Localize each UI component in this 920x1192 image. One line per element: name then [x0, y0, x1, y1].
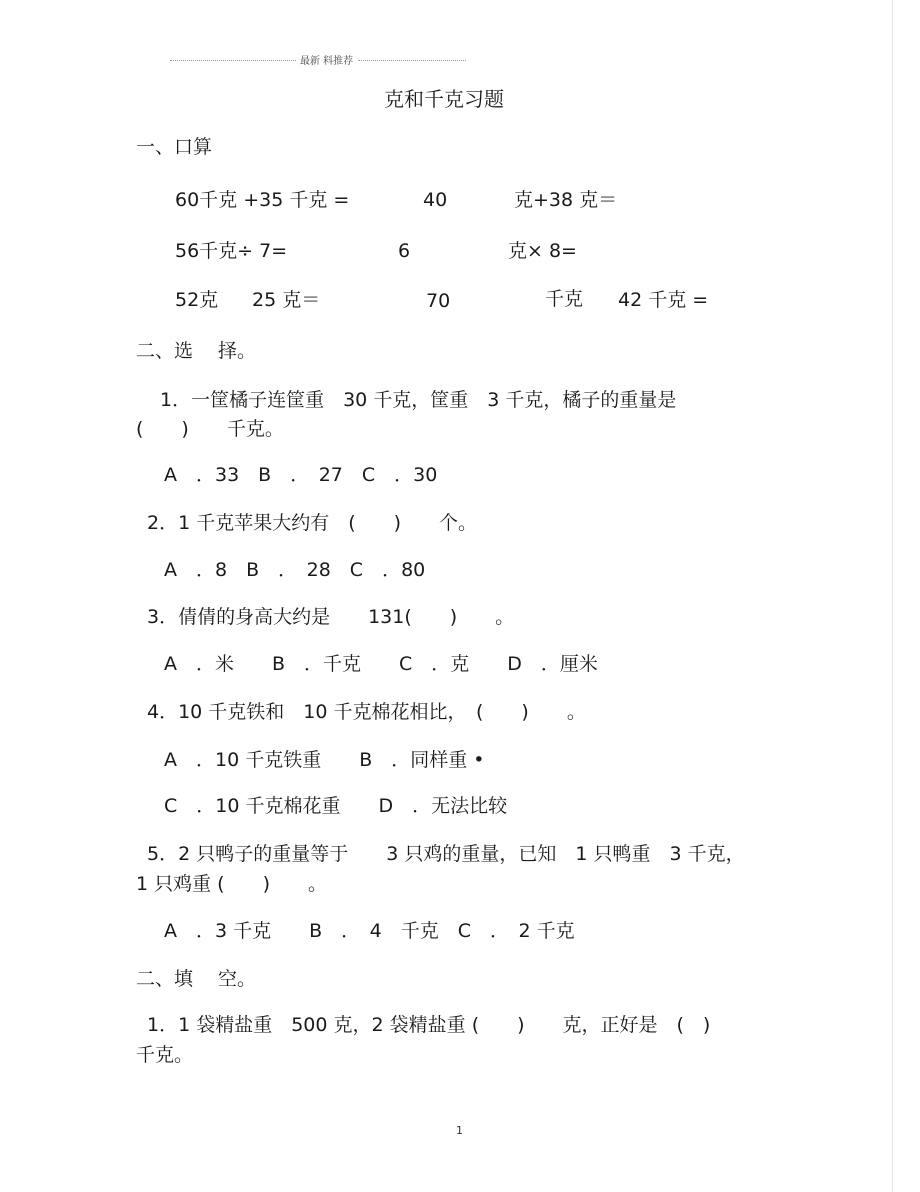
q5-options: A ．3 千克 B ． 4 千克 C ． 2 千克 [164, 920, 575, 942]
calc-r1-b: 40 [423, 189, 448, 211]
q3-text: 3．倩倩的身高大约是 131( ) 。 [147, 606, 515, 628]
calc-r3-b: 25 克＝ [252, 289, 321, 311]
q3-options: A ．米 B ．千克 C ．克 D ．厘米 [164, 653, 598, 675]
q5-text: 5．2 只鸭子的重量等于 3 只鸡的重量，已知 1 只鸭重 3 千克， [147, 843, 745, 865]
header-rule-right [358, 60, 466, 61]
page-header [170, 52, 466, 68]
q4-text: 4．10 千克铁和 10 千克棉花相比， ( ) 。 [147, 701, 586, 723]
page-title: 克和千克习题 [384, 87, 504, 111]
calc-r1-a: 60千克 +35 千克 = [175, 189, 350, 211]
section2-heading: 二、选 择。 [136, 340, 257, 362]
calc-r3-c: 70 [426, 290, 451, 312]
fill-q1-text: 1．1 袋精盐重 500 克，2 袋精盐重 ( ) 克，正好是 ( ) [147, 1014, 711, 1036]
header-rule-left [170, 60, 296, 61]
page-number: 1 [456, 1124, 463, 1137]
calc-r3-a: 52克 [175, 289, 219, 311]
q4-options-1: A ．10 千克铁重 B ．同样重 • [164, 749, 485, 771]
calc-r2-c: 克× 8= [508, 240, 577, 262]
calc-r1-c: 克+38 克＝ [514, 189, 618, 211]
q2-options: A ．8 B ． 28 C ．80 [164, 559, 426, 581]
calc-r3-d: 千克 [545, 288, 584, 310]
q1-options: A ．33 B ． 27 C ．30 [164, 464, 438, 486]
fill-q1-tail: 千克。 [136, 1044, 194, 1066]
calc-r2-a: 56千克÷ 7= [175, 240, 288, 262]
section3-heading: 二、填 空。 [136, 968, 257, 990]
header-text: 最新 料推荐 [300, 56, 354, 67]
q2-text: 2．1 千克苹果大约有 ( ) 个。 [147, 512, 478, 534]
page-edge [892, 0, 893, 1192]
q5-blank: 1 只鸡重 ( ) 。 [136, 873, 327, 895]
section1-heading: 一、口算 [136, 136, 213, 158]
q1-text: 1．一筐橘子连筐重 30 千克，筐重 3 千克，橘子的重量是 [160, 389, 677, 411]
calc-r2-b: 6 [398, 240, 411, 262]
q4-options-2: C ．10 千克棉花重 D ．无法比较 [164, 795, 508, 817]
calc-r3-e: 42 千克 = [618, 289, 709, 311]
q1-blank: ( ) 千克。 [136, 418, 284, 440]
